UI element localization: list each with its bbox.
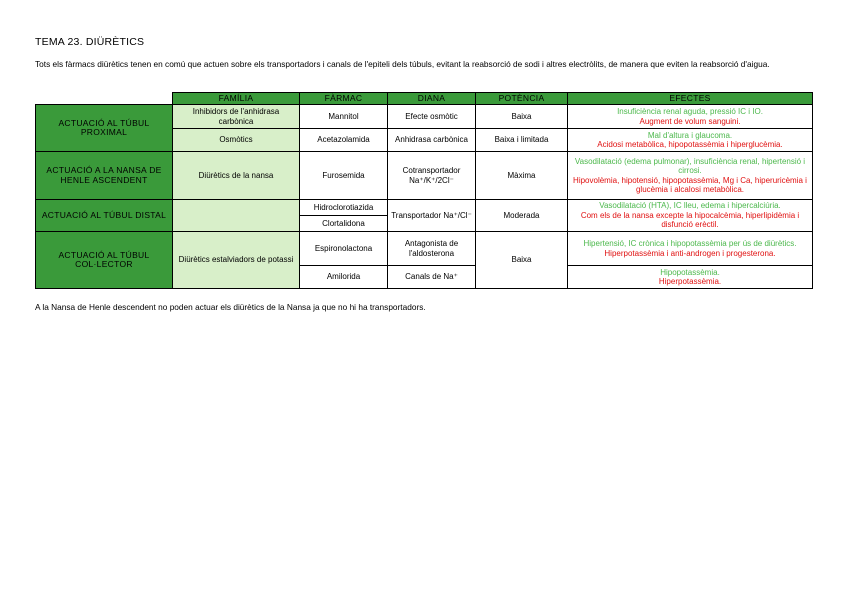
potency-cell: Baixa [476,105,568,129]
target-cell: Antagonista de l'aldosterona [388,232,476,266]
effect-indication: Vasodilatació (edema pulmonar), insuficiència renal, hipertensió i cirrosi. [574,156,806,175]
drug-cell: Espironolactona [300,232,388,266]
potency-cell: Baixa i limitada [476,129,568,152]
diuretics-table [35,92,813,289]
target-cell: Anhidrasa carbònica [388,129,476,152]
effects-cell [568,266,813,289]
potency-cell: Moderada [476,200,568,232]
potency-cell: Màxima [476,152,568,200]
target-cell: Cotransportador Na⁺/K⁺/2Cl⁻ [388,152,476,200]
drug-cell: Acetazolamida [300,129,388,152]
table-row [36,152,813,200]
header-drug: FÀRMAC [300,93,388,105]
effect-indication: Hipopotassèmia. [660,267,720,277]
header-family: FAMÍLIA [173,93,300,105]
header-empty [36,93,173,105]
effects-cell [568,152,813,200]
target-cell: Canals de Na⁺ [388,266,476,289]
target-cell: Transportador Na⁺/Cl⁻ [388,200,476,232]
family-cell: Diürètics estalviadors de potassi [173,232,300,289]
intro-paragraph: Tots els fàrmacs diürètics tenen en comú que actuen sobre els transportadors i canals de l'epiteli dels túbuls, evitant la reabsorció de sodi i altres electròlits, de manera que eviten la reabsorció d'aigua. [35,59,770,69]
effects-cell [568,129,813,152]
family-cell [173,200,300,232]
drug-cell: Furosemida [300,152,388,200]
effect-adverse: Com els de la nansa excepte la hipocalcèmia, hiperlipidèmia i disfunció erèctil. [580,210,800,230]
target-cell: Efecte osmòtic [388,105,476,129]
header-target: DIANA [388,93,476,105]
potency-cell: Baixa [476,232,568,289]
family-cell: Osmòtics [173,129,300,152]
effect-adverse: Augment de volum sanguini. [639,116,741,126]
section-collector: ACTUACIÓ AL TÚBUL COL·LECTOR [36,232,173,289]
drug-cell: Clortalidona [300,216,388,232]
effect-indication: Insuficiència renal aguda, pressió IC i IO. [617,107,763,116]
footnote: A la Nansa de Henle descendent no poden actuar els diürètics de la Nansa ja que no hi ha transportadors. [35,302,426,312]
effect-indication: Vasodilatació (HTA), IC lleu, edema i hipercalciúria. [599,201,781,211]
effects-cell [568,232,813,266]
section-henle: ACTUACIÓ A LA NANSA DE HENLE ASCENDENT [36,152,173,200]
effect-adverse: Acidosi metabòlica, hipopotassèmia i hiperglucèmia. [597,140,783,149]
section-proximal: ACTUACIÓ AL TÚBUL PROXIMAL [36,105,173,152]
family-cell: Inhibidors de l'anhidrasa carbònica [173,105,300,129]
effect-adverse: Hiperpotassèmia i anti-androgen i progesterona. [604,248,776,258]
section-distal: ACTUACIÓ AL TÚBUL DISTAL [36,200,173,232]
drug-cell: Hidroclorotiazida [300,200,388,216]
effects-cell [568,200,813,232]
drug-cell: Amilorida [300,266,388,289]
table-row [36,105,813,129]
page-title: TEMA 23. DIÜRÈTICS [35,36,145,48]
table-row [36,232,813,266]
effect-adverse: Hiperpotassèmia. [658,277,722,286]
effect-adverse: Hipovolèmia, hipotensió, hipopotassèmia, Mg i Ca, hiperuricèmia i glucèmia i alcalosi metabòlica. [573,175,807,194]
effect-indication: Mal d'altura i glaucoma. [647,130,733,140]
family-cell: Diürètics de la nansa [173,152,300,200]
effect-indication: Hipertensió, IC crònica i hipopotassèmia per ús de diürètics. [583,239,797,248]
effects-cell [568,105,813,129]
drug-cell: Mannitol [300,105,388,129]
header-potency: POTÈNCIA [476,93,568,105]
table-row [36,200,813,216]
header-effects: EFECTES [568,93,813,105]
